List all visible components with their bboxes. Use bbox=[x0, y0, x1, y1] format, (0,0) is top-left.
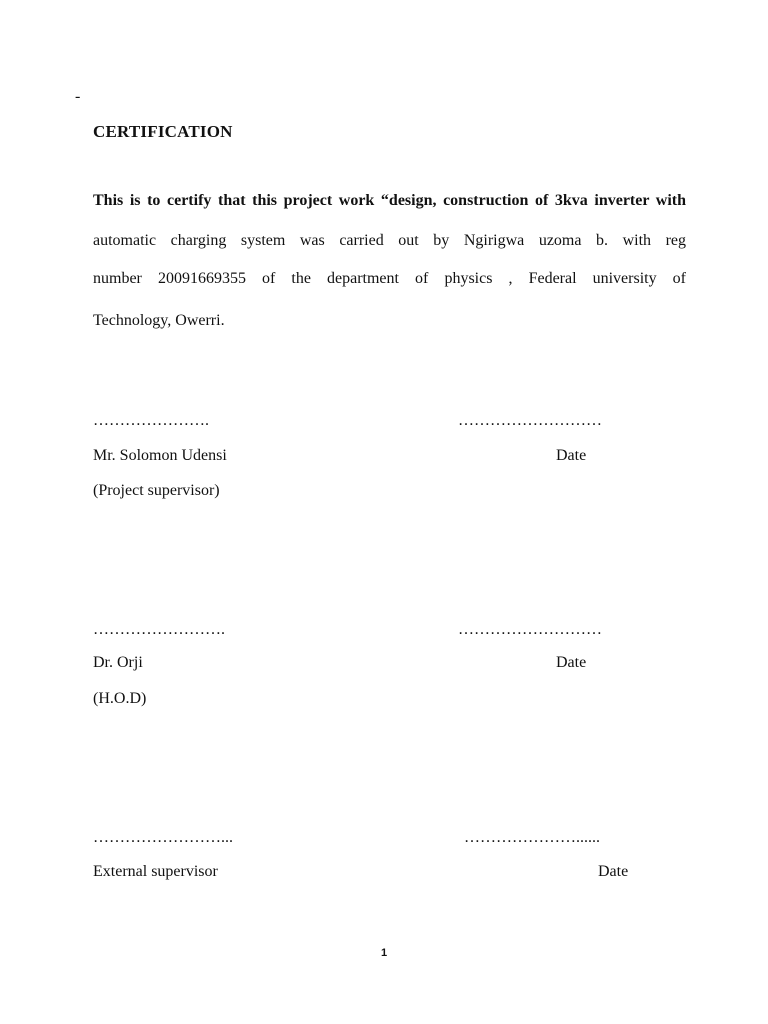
certification-paragraph-line-1: This is to certify that this project work “design, construction of 3kva inverter with bbox=[93, 192, 686, 209]
signatory-role-project-supervisor: (Project supervisor) bbox=[93, 482, 220, 499]
signatory-role-hod: (H.O.D) bbox=[93, 690, 147, 707]
page-number: 1 bbox=[380, 947, 388, 959]
date-label-hod: Date bbox=[556, 654, 587, 671]
signature-line-project-supervisor: …………………. bbox=[93, 412, 209, 429]
date-line-hod: ……………………… bbox=[458, 621, 602, 638]
certification-heading: CERTIFICATION bbox=[93, 122, 233, 141]
date-label-external-supervisor: Date bbox=[598, 863, 629, 880]
signatory-name-project-supervisor: Mr. Solomon Udensi bbox=[93, 447, 227, 464]
signatory-name-external-supervisor: External supervisor bbox=[93, 863, 218, 880]
certification-paragraph-line-4: Technology, Owerri. bbox=[93, 312, 225, 329]
signatory-name-hod: Dr. Orji bbox=[93, 654, 143, 671]
signature-line-hod: ……………………. bbox=[93, 621, 225, 638]
date-line-external-supervisor: …………………...... bbox=[464, 829, 600, 846]
certification-paragraph-line-3: number 20091669355 of the department of physics , Federal university of bbox=[93, 270, 686, 287]
date-label-project-supervisor: Date bbox=[556, 447, 587, 464]
date-line-project-supervisor: ……………………… bbox=[458, 412, 602, 429]
stray-dash-mark: - bbox=[75, 88, 81, 105]
signature-line-external-supervisor: ……………………... bbox=[93, 829, 233, 846]
certification-paragraph-line-2: automatic charging system was carried out by Ngirigwa uzoma b. with reg bbox=[93, 232, 686, 249]
